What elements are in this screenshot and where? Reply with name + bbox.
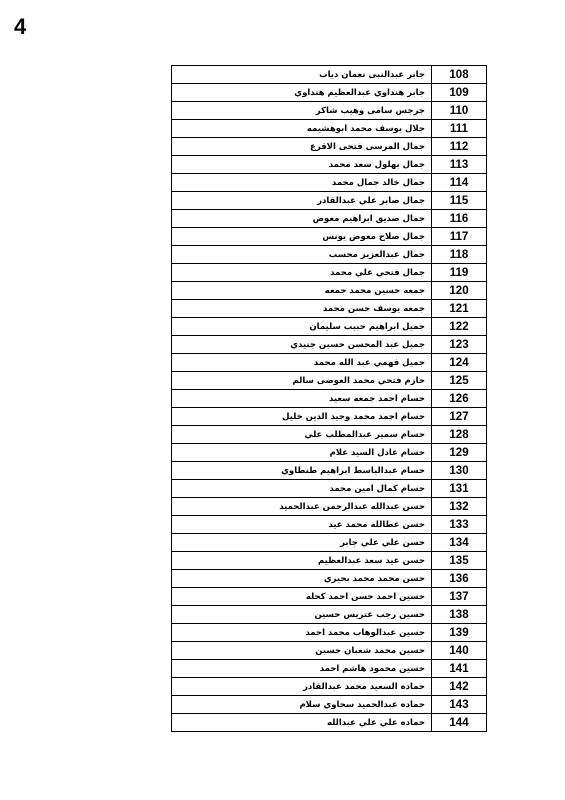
serial-number-cell: 115 — [432, 192, 487, 210]
serial-number-cell: 134 — [432, 534, 487, 552]
person-name-cell: جمعه يوسف حسن محمد — [172, 300, 432, 318]
serial-number-cell: 141 — [432, 660, 487, 678]
serial-number-cell: 137 — [432, 588, 487, 606]
person-name-cell: جمال صلاح معوض يونس — [172, 228, 432, 246]
serial-number-cell: 122 — [432, 318, 487, 336]
person-name-cell: حسام سمير عبدالمطلب علي — [172, 426, 432, 444]
person-name-cell: حسن علي علي جابر — [172, 534, 432, 552]
table-row — [172, 138, 487, 156]
serial-number-cell: 131 — [432, 480, 487, 498]
person-name-cell: جمعه حسين محمد جمعه — [172, 282, 432, 300]
table-row — [172, 246, 487, 264]
person-name-cell: جميل عبد المحسن حسين جنيدي — [172, 336, 432, 354]
table-row — [172, 354, 487, 372]
person-name-cell: حسام كمال امين محمد — [172, 480, 432, 498]
person-name-cell: حسين رجب عتريس حسين — [172, 606, 432, 624]
table-row — [172, 624, 487, 642]
table-row — [172, 480, 487, 498]
person-name-cell: جمال خالد جمال محمد — [172, 174, 432, 192]
table-row — [172, 282, 487, 300]
person-name-cell: حسن عيد سعد عبدالعظيم — [172, 552, 432, 570]
person-name-cell: حسام احمد محمد وحيد الدين خليل — [172, 408, 432, 426]
person-name-cell: جميل ابراهيم حبيب سليمان — [172, 318, 432, 336]
table-row — [172, 696, 487, 714]
serial-number-cell: 108 — [432, 66, 487, 84]
table-row — [172, 390, 487, 408]
person-name-cell: حسين احمد حسن احمد كحله — [172, 588, 432, 606]
table-row — [172, 84, 487, 102]
person-name-cell: حسام عادل السيد علام — [172, 444, 432, 462]
person-name-cell: جلال يوسف محمد ابوهشيمه — [172, 120, 432, 138]
serial-number-cell: 110 — [432, 102, 487, 120]
table-row — [172, 102, 487, 120]
table-row — [172, 228, 487, 246]
serial-number-cell: 116 — [432, 210, 487, 228]
serial-number-cell: 143 — [432, 696, 487, 714]
serial-number-cell: 123 — [432, 336, 487, 354]
table-row — [172, 336, 487, 354]
serial-number-cell: 128 — [432, 426, 487, 444]
serial-number-cell: 140 — [432, 642, 487, 660]
serial-number-cell: 114 — [432, 174, 487, 192]
table-row — [172, 156, 487, 174]
table-row — [172, 462, 487, 480]
person-name-cell: جمال عبدالعزيز محسب — [172, 246, 432, 264]
person-name-cell: حسام احمد جمعه سعيد — [172, 390, 432, 408]
person-name-cell: جمال بهلول سعد محمد — [172, 156, 432, 174]
person-name-cell: جمال فتحي علي محمد — [172, 264, 432, 282]
table-row — [172, 426, 487, 444]
serial-number-cell: 121 — [432, 300, 487, 318]
person-name-cell: جمال المرسى فتحى الاقرع — [172, 138, 432, 156]
person-name-cell: جابر عبدالنبى نعمان دياب — [172, 66, 432, 84]
table-row — [172, 210, 487, 228]
person-name-cell: حسن عطالله محمد عيد — [172, 516, 432, 534]
names-table-body — [172, 66, 487, 732]
serial-number-cell: 119 — [432, 264, 487, 282]
serial-number-cell: 138 — [432, 606, 487, 624]
table-row — [172, 318, 487, 336]
person-name-cell: حسام عبدالباسط ابراهيم طنطاوي — [172, 462, 432, 480]
table-row — [172, 300, 487, 318]
serial-number-cell: 133 — [432, 516, 487, 534]
serial-number-cell: 130 — [432, 462, 487, 480]
serial-number-cell: 139 — [432, 624, 487, 642]
person-name-cell: جابر هنداوي عبدالعظيم هنداوي — [172, 84, 432, 102]
table-row — [172, 498, 487, 516]
person-name-cell: حماده عبدالحميد سحاوي سلام — [172, 696, 432, 714]
table-row — [172, 264, 487, 282]
table-row — [172, 534, 487, 552]
serial-number-cell: 120 — [432, 282, 487, 300]
person-name-cell: حسين عبدالوهاب محمد احمد — [172, 624, 432, 642]
table-row — [172, 408, 487, 426]
table-row — [172, 66, 487, 84]
table-row — [172, 606, 487, 624]
serial-number-cell: 144 — [432, 714, 487, 732]
person-name-cell: حسن عبدالله عبدالرحمن عبدالحميد — [172, 498, 432, 516]
person-name-cell: حماده علي علي عبدالله — [172, 714, 432, 732]
serial-number-cell: 132 — [432, 498, 487, 516]
serial-number-cell: 127 — [432, 408, 487, 426]
table-row — [172, 444, 487, 462]
table-row — [172, 714, 487, 732]
person-name-cell: حسين محمود هاشم احمد — [172, 660, 432, 678]
person-name-cell: حسين محمد شعبان حسين — [172, 642, 432, 660]
serial-number-cell: 118 — [432, 246, 487, 264]
names-table — [171, 65, 487, 732]
person-name-cell: جمال صديق ابراهيم معوض — [172, 210, 432, 228]
table-row — [172, 642, 487, 660]
table-row — [172, 552, 487, 570]
person-name-cell: جميل فهمي عبد الله محمد — [172, 354, 432, 372]
table-row — [172, 588, 487, 606]
serial-number-cell: 125 — [432, 372, 487, 390]
person-name-cell: حماده السعيد محمد عبدالقادر — [172, 678, 432, 696]
table-row — [172, 372, 487, 390]
serial-number-cell: 111 — [432, 120, 487, 138]
person-name-cell: جرجس سامى وهيب شاكر — [172, 102, 432, 120]
serial-number-cell: 112 — [432, 138, 487, 156]
table-row — [172, 678, 487, 696]
person-name-cell: جمال صابر علي عبدالقادر — [172, 192, 432, 210]
serial-number-cell: 117 — [432, 228, 487, 246]
serial-number-cell: 136 — [432, 570, 487, 588]
table-row — [172, 570, 487, 588]
table-row — [172, 660, 487, 678]
person-name-cell: حسن محمد محمد بحيري — [172, 570, 432, 588]
page-number: 4 — [14, 14, 27, 39]
serial-number-cell: 126 — [432, 390, 487, 408]
serial-number-cell: 142 — [432, 678, 487, 696]
table-row — [172, 120, 487, 138]
serial-number-cell: 124 — [432, 354, 487, 372]
person-name-cell: حازم فتحي محمد العوضى سالم — [172, 372, 432, 390]
serial-number-cell: 109 — [432, 84, 487, 102]
table-row — [172, 174, 487, 192]
table-row — [172, 516, 487, 534]
serial-number-cell: 129 — [432, 444, 487, 462]
serial-number-cell: 135 — [432, 552, 487, 570]
table-row — [172, 192, 487, 210]
serial-number-cell: 113 — [432, 156, 487, 174]
